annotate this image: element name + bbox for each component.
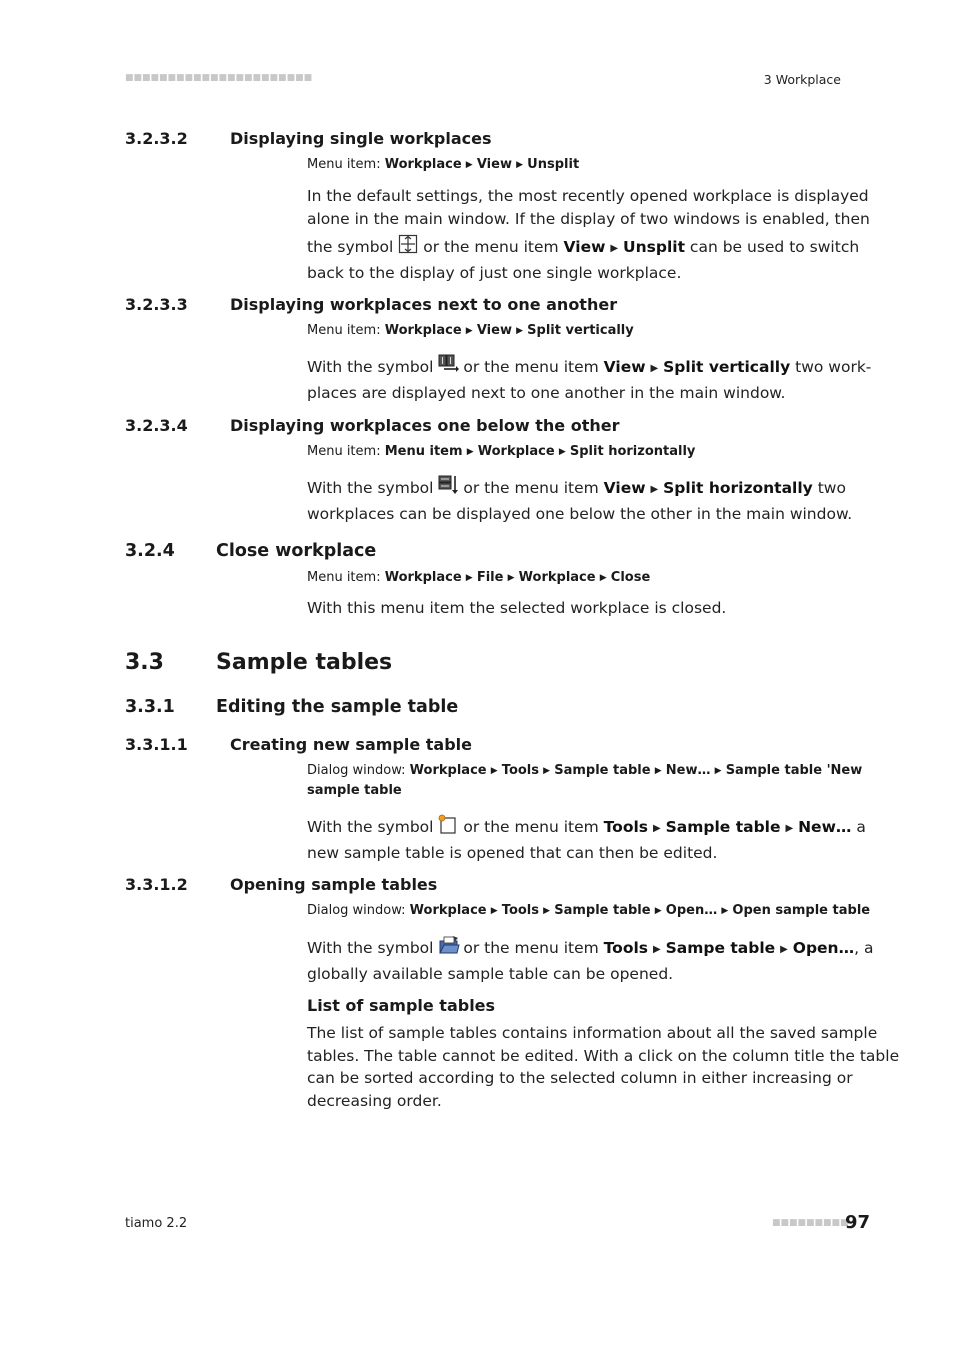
paragraph: With this menu item the selected workplace is closed.	[307, 599, 727, 617]
menu-path: Dialog window: Workplace ▶ Tools ▶ Sample table ▶ New… ▶ Sample table 'New	[307, 763, 863, 778]
section-title: Displaying single workplaces	[230, 129, 492, 148]
menu-path: Dialog window: Workplace ▶ Tools ▶ Sample table ▶ Open… ▶ Open sample table	[307, 903, 871, 918]
paragraph: With the symbol or the menu item View ▶ Split vertically two work- places are displayed next to one another in the main window.	[307, 354, 871, 404]
footer-decoration: ■■■■■■■■■	[772, 1218, 849, 1228]
open-sample-table-icon	[438, 935, 458, 955]
header-decoration: ■■■■■■■■■■■■■■■■■■■■■■	[125, 73, 313, 83]
menu-path: Menu item: Workplace ▶ View ▶ Split vertically	[307, 323, 634, 338]
menu-path: Menu item: Menu item ▶ Workplace ▶ Split horizontally	[307, 444, 696, 459]
chapter-section-number: 3.3	[125, 650, 164, 675]
split-horizontally-icon	[438, 475, 458, 495]
section-title: Opening sample tables	[230, 875, 438, 894]
section-number: 3.2.3.4	[125, 416, 188, 435]
section-title: Displaying workplaces one below the other	[230, 416, 620, 435]
section-number: 3.2.3.3	[125, 295, 188, 314]
section-title: Creating new sample table	[230, 735, 473, 754]
section-number: 3.3.1	[125, 697, 175, 717]
paragraph: With the symbol or the menu item Tools ▶ Sample table ▶ New… a new sample table is opened that can then be edited.	[307, 814, 866, 864]
running-header-chapter: 3 Workplace	[763, 72, 841, 87]
menu-path-continued: sample table	[307, 783, 402, 798]
menu-path: Menu item: Workplace ▶ File ▶ Workplace ▶ Close	[307, 570, 651, 585]
section-title: Displaying workplaces next to one another	[230, 295, 618, 314]
paragraph: The list of sample tables contains information about all the saved sample tables. The table cannot be edited. With a click on the column title the table can be sorted according to the selected column in either increasing or decreasing order.	[307, 1024, 900, 1110]
chapter-section-title: Sample tables	[216, 650, 393, 675]
section-number: 3.3.1.2	[125, 875, 188, 894]
split-vertically-icon	[438, 354, 458, 374]
section-title: Editing the sample table	[216, 697, 459, 717]
paragraph: In the default settings, the most recently opened workplace is displayed alone in the main window. If the display of two windows is enabled, then the symbol or the menu item View ▶ Unsplit can be used to switch back to the display of just one single workplace.	[307, 187, 870, 282]
section-title: Close workplace	[216, 541, 377, 561]
menu-path: Menu item: Workplace ▶ View ▶ Unsplit	[307, 157, 580, 172]
paragraph: With the symbol or the menu item Tools ▶ Sampe table ▶ Open…, a globally available sample table can be opened.	[307, 935, 873, 985]
subheading: List of sample tables	[307, 996, 496, 1015]
page-number: 97	[845, 1212, 871, 1233]
section-number: 3.2.4	[125, 541, 175, 561]
unsplit-icon	[398, 234, 418, 254]
paragraph: With the symbol or the menu item View ▶ Split horizontally two workplaces can be displayed one below the other in the main window.	[307, 475, 852, 525]
section-number: 3.3.1.1	[125, 735, 188, 754]
new-sample-table-icon	[438, 814, 458, 834]
footer-product: tiamo 2.2	[125, 1216, 188, 1231]
section-number: 3.2.3.2	[125, 129, 188, 148]
